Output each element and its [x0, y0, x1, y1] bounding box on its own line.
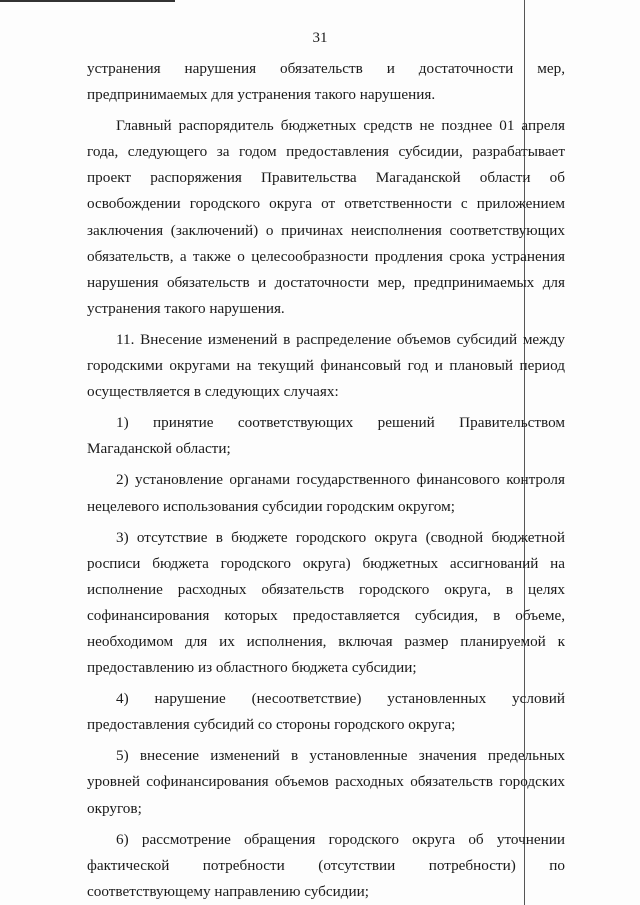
page-number: 31	[312, 30, 328, 46]
paragraph-continuation: устранения нарушения обязательств и достаточности мер, предпринимаемых для устранения такого нарушения.	[87, 60, 565, 104]
document-body	[87, 56, 565, 905]
list-item-3: 3) отсутствие в бюджете городского округа (сводной бюджетной росписи бюджета городского округа) бюджетных ассигнований на исполнение расходных обязательств городского округа, в целях софинансирования которых предоставляется субсидия, в объеме, необходимом для их исполнения, включая размер планируемой к предоставлению из областного бюджета субсидии;	[87, 528, 565, 677]
list-item-2: 2) установление органами государственного финансового контроля нецелевого использования субсидии городским округом;	[87, 471, 565, 515]
list-item-6: 6) рассмотрение обращения городского округа об уточнении фактической потребности (отсутствии потребности) по соответствующему направлению субсидии;	[87, 830, 565, 900]
list-item-1: 1) принятие соответствующих решений Правительством Магаданской области;	[87, 414, 565, 458]
list-item-4: 4) нарушение (несоответствие) установленных условий предоставления субсидий со стороны городского округа;	[87, 690, 565, 734]
paragraph-main-distributor: Главный распорядитель бюджетных средств не позднее 01 апреля года, следующего за годом предоставления субсидии, разрабатывает проект распоряжения Правительства Магаданской области об освобождении городского округа от ответственности с приложением заключения (заключений) о причинах неисполнения соответствующих обязательств, а также о целесообразности продления срока устранения нарушения обязательств и достаточности мер, предпринимаемых для устранения такого нарушения.	[87, 117, 565, 317]
paragraph-item-11: 11. Внесение изменений в распределение объемов субсидий между городскими округами на текущий финансовый год и плановый период осуществляется в следующих случаях:	[87, 330, 565, 401]
top-rule	[0, 0, 175, 2]
list-item-5: 5) внесение изменений в установленные значения предельных уровней софинансирования объемов расходных обязательств городских округов;	[87, 747, 565, 817]
